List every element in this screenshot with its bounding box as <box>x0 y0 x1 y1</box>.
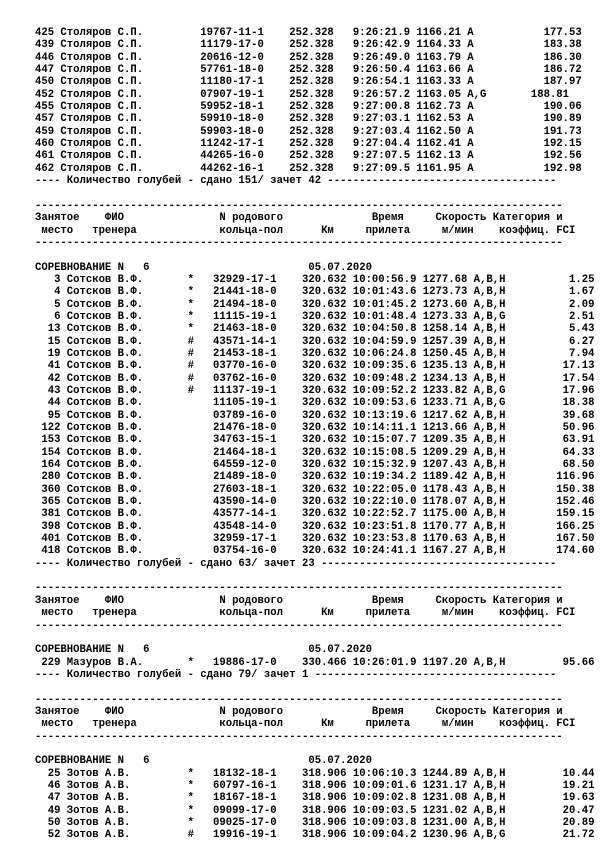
column-header-line-1: Занятое ФИО N родового Время Скорость Категория и <box>35 594 563 607</box>
blank-line <box>35 187 594 199</box>
blank-line <box>35 570 594 582</box>
result-row: 401 Сотсков В.Ф. 32959-17-1 320.632 10:23:53.8 1170.63 А,В,Н 167.50 <box>35 533 595 546</box>
result-row: 42 Сотсков В.Ф. # 03762-16-0 320.632 10:09:48.2 1234.13 А,В,Н 17.54 <box>35 372 595 385</box>
column-header-line-1: Занятое ФИО N родового Время Скорость Категория и <box>35 212 563 225</box>
result-row: 381 Сотсков В.Ф. 43577-14-1 320.632 10:22:52.7 1175.00 А,В,Н 159.15 <box>35 508 595 521</box>
result-row: 425 Столяров С.П. 19767-11-1 252.328 9:26:21.9 1166.21 А 177.53 <box>35 27 582 39</box>
result-row: 229 Мазуров В.А. * 19886-17-0 330.466 10:26:01.9 1197.20 А,В,Н 95.66 <box>35 656 595 669</box>
result-row: 4 Сотсков В.Ф. * 21441-18-0 320.632 10:01:43.6 1273.73 А,В,Н 1.67 <box>35 286 595 299</box>
result-row: 25 Зотов А.В. * 18132-18-1 318.906 10:06:10.3 1244.89 А,В,Н 10.44 <box>35 767 595 780</box>
competition-line: СОРЕВНОВАНИЕ N 6 05.07.2020 <box>35 644 372 657</box>
result-row: 462 Столяров С.П. 44262-16-1 252.328 9:27:09.5 1161.95 А 192.98 <box>35 162 582 175</box>
section-footer: ---- Количество голубей - сдано 151/ зачет 42 ------------------------------------ <box>35 175 557 188</box>
competition-line: СОРЕВНОВАНИЕ N 6 05.07.2020 <box>35 755 372 768</box>
column-header-line-1: Занятое ФИО N родового Время Скорость Категория и <box>35 705 563 718</box>
result-row: 13 Сотсков В.Ф. * 21463-18-0 320.632 10:04:50.8 1258.14 А,В,Н 5.43 <box>35 323 595 336</box>
result-row: 164 Сотсков В.Ф. 64559-12-0 320.632 10:15:32.9 1207.43 А,В,Н 68.50 <box>35 459 595 472</box>
result-row: 52 Зотов А.В. # 19916-19-1 318.906 10:09:04.2 1230.96 А,В,G 21.72 <box>35 829 595 842</box>
result-row: 15 Сотсков В.Ф. # 43571-14-1 320.632 10:04:59.9 1257.39 А,В,Н 6.27 <box>35 335 595 348</box>
column-header-line-2: место тренера кольца-пол Км прилета м/мин коэффиц. FCI <box>35 607 576 620</box>
blank-line <box>35 743 594 755</box>
rule-line: ----------------------------------------------------------------------------------- <box>35 693 563 706</box>
result-row: 122 Сотсков В.Ф. 21476-18-0 320.632 10:14:11.1 1213.66 А,В,Н 50.96 <box>35 422 595 434</box>
result-row: 49 Зотов А.В. * 09099-17-0 318.906 10:09:03.5 1231.02 А,В,Н 20.47 <box>35 804 595 817</box>
rule-line: ----------------------------------------------------------------------------------- <box>35 619 563 632</box>
rule-line: ----------------------------------------------------------------------------------- <box>35 236 563 249</box>
result-row: 450 Столяров С.П. 11180-17-1 252.328 9:26:54.1 1163.33 А 187.97 <box>35 76 582 89</box>
result-row: 44 Сотсков В.Ф. 11105-19-1 320.632 10:09:53.6 1233.71 А,В,G 18.38 <box>35 397 595 410</box>
result-row: 360 Сотсков В.Ф. 27603-18-1 320.632 10:22:05.0 1178.43 А,В,Н 150.38 <box>35 483 595 496</box>
section-footer: ---- Количество голубей - сдано 63/ зачет 23 ------------------------------------- <box>35 557 557 570</box>
result-row: 280 Сотсков В.Ф. 21489-18-0 320.632 10:19:34.2 1189.42 А,В,Н 116.96 <box>35 471 595 484</box>
blank-line <box>35 632 594 644</box>
result-row: 95 Сотсков В.Ф. 03789-16-0 320.632 10:13:19.6 1217.62 А,В,Н 39.68 <box>35 409 595 422</box>
result-row: 460 Столяров С.П. 11242-17-1 252.328 9:27:04.4 1162.41 А 192.15 <box>35 138 582 151</box>
result-row: 46 Зотов А.В. * 60797-16-1 318.906 10:09:01.6 1231.17 А,В,Н 19.21 <box>35 779 595 792</box>
rule-line: ----------------------------------------------------------------------------------- <box>35 730 563 743</box>
section-footer: ---- Количество голубей - сдано 79/ зачет 1 -------------------------------------- <box>35 668 557 681</box>
result-row: 452 Столяров С.П. 07907-19-1 252.328 9:26:57.2 1163.05 А,G 188.81 <box>35 88 570 101</box>
rule-line: ----------------------------------------------------------------------------------- <box>35 199 563 212</box>
result-row: 447 Столяров С.П. 57761-18-0 252.328 9:26:50.4 1163.66 А 186.72 <box>35 64 582 77</box>
result-row: 398 Сотсков В.Ф. 43548-14-0 320.632 10:23:51.8 1170.77 А,В,Н 166.25 <box>35 520 595 533</box>
result-row: 6 Сотсков В.Ф. * 11115-19-1 320.632 10:01:48.4 1273.33 А,В,G 2.51 <box>35 310 595 323</box>
result-row: 43 Сотсков В.Ф. # 11137-19-1 320.632 10:09:52.2 1233.82 А,В,G 17.96 <box>35 384 595 397</box>
result-row: 457 Столяров С.П. 59910-18-0 252.328 9:27:03.1 1162.53 А 190.89 <box>35 113 582 126</box>
result-row: 19 Сотсков В.Ф. # 21453-18-1 320.632 10:06:24.8 1250.45 А,В,Н 7.94 <box>35 347 595 360</box>
blank-line <box>35 249 594 261</box>
result-row: 446 Столяров С.П. 20616-12-0 252.328 9:26:49.0 1163.79 А 186.30 <box>35 51 582 64</box>
result-row: 5 Сотсков В.Ф. * 21494-18-0 320.632 10:01:45.2 1273.60 А,В,Н 2.09 <box>35 298 595 311</box>
result-row: 41 Сотсков В.Ф. # 03770-16-0 320.632 10:09:35.6 1235.13 А,В,Н 17.13 <box>35 360 595 373</box>
results-document <box>35 27 594 842</box>
result-row: 455 Столяров С.П. 59952-18-1 252.328 9:27:00.8 1162.73 А 190.06 <box>35 101 582 114</box>
result-row: 153 Сотсков В.Ф. 34763-15-1 320.632 10:15:07.7 1209.35 А,В,Н 63.91 <box>35 434 595 447</box>
column-header-line-2: место тренера кольца-пол Км прилета м/мин коэффиц. FCI <box>35 718 576 731</box>
result-row: 365 Сотсков В.Ф. 43590-14-0 320.632 10:22:10.0 1178.07 А,В,Н 152.46 <box>35 496 595 509</box>
result-row: 47 Зотов А.В. * 18167-18-1 318.906 10:09:02.8 1231.08 А,В,Н 19.63 <box>35 792 595 805</box>
result-row: 154 Сотсков В.Ф. 21464-18-1 320.632 10:15:08.5 1209.29 А,В,Н 64.33 <box>35 446 595 459</box>
blank-line <box>35 681 594 693</box>
rule-line: ----------------------------------------------------------------------------------- <box>35 582 563 595</box>
competition-line: СОРЕВНОВАНИЕ N 6 05.07.2020 <box>35 261 372 274</box>
result-row: 418 Сотсков В.Ф. 03754-16-0 320.632 10:24:41.1 1167.27 А,В,Н 174.60 <box>35 545 595 558</box>
result-row: 459 Столяров С.П. 59903-18-0 252.328 9:27:03.4 1162.50 А 191.73 <box>35 125 582 138</box>
result-row: 439 Столяров С.П. 11179-17-0 252.328 9:26:42.9 1164.33 А 183.38 <box>35 39 582 52</box>
result-row: 3 Сотсков В.Ф. * 32929-17-1 320.632 10:00:56.9 1277.68 А,В,Н 1.25 <box>35 273 595 286</box>
column-header-line-2: место тренера кольца-пол Км прилета м/мин коэффиц. FCI <box>35 224 576 237</box>
result-row: 50 Зотов А.В. * 09025-17-0 318.906 10:09:03.8 1231.00 А,В,Н 20.89 <box>35 817 595 829</box>
result-row: 461 Столяров С.П. 44265-16-0 252.328 9:27:07.5 1162.13 А 192.56 <box>35 150 582 163</box>
